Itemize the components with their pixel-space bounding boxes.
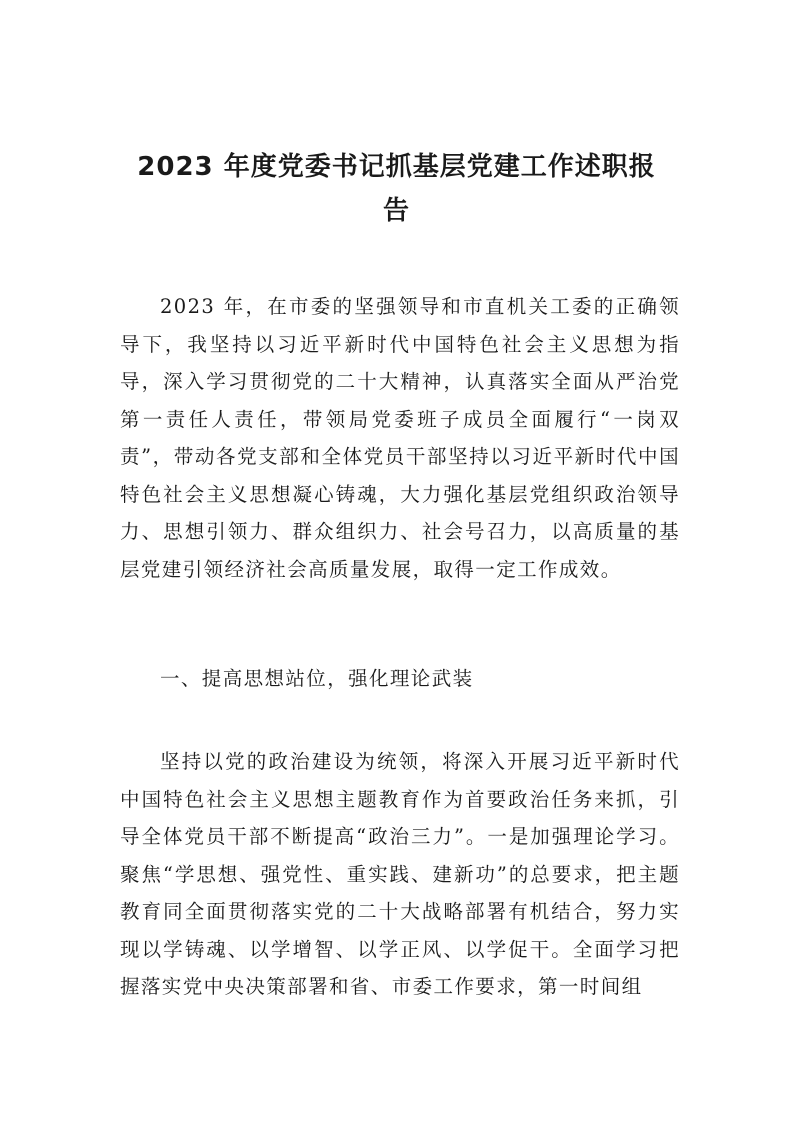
document-title-line-2: 告 xyxy=(382,196,410,227)
section-heading-1: 一、提高思想站位，强化理论武装 xyxy=(160,667,474,690)
section-1-paragraph: 坚持以党的政治建设为统领，将深入开展习近平新时代中国特色社会主义思想主题教育作为首要政治任务来抓，引导全体党员干部不断提高“政治三力”。一是加强理论学习。聚焦“学思想、强党性、重实践、建新功”的总要求，把主题教育同全面贯彻落实党的二十大战略部署有机结合，努力实现以学铸魂、以学增智、以学正风、以学促干。全面学习把握落实党中央决策部署和省、市委工作要求，第一时间组 xyxy=(120,750,680,998)
document-title xyxy=(110,145,683,233)
intro-paragraph: 2023 年，在市委的坚强领导和市直机关工委的正确领导下，我坚持以习近平新时代中国特色社会主义思想为指导，深入学习贯彻党的二十大精神，认真落实全面从严治党第一责任人责任，带领局党委班子成员全面履行“一岗双责”，带动各党支部和全体党员干部坚持以习近平新时代中国特色社会主义思想凝心铸魂，大力强化基层党组织政治领导力、思想引领力、群众组织力、社会号召力，以高质量的基层党建引领经济社会高质量发展，取得一定工作成效。 xyxy=(120,295,680,581)
document-title-line-1: 2023 年度党委书记抓基层党建工作述职报 xyxy=(137,152,656,183)
